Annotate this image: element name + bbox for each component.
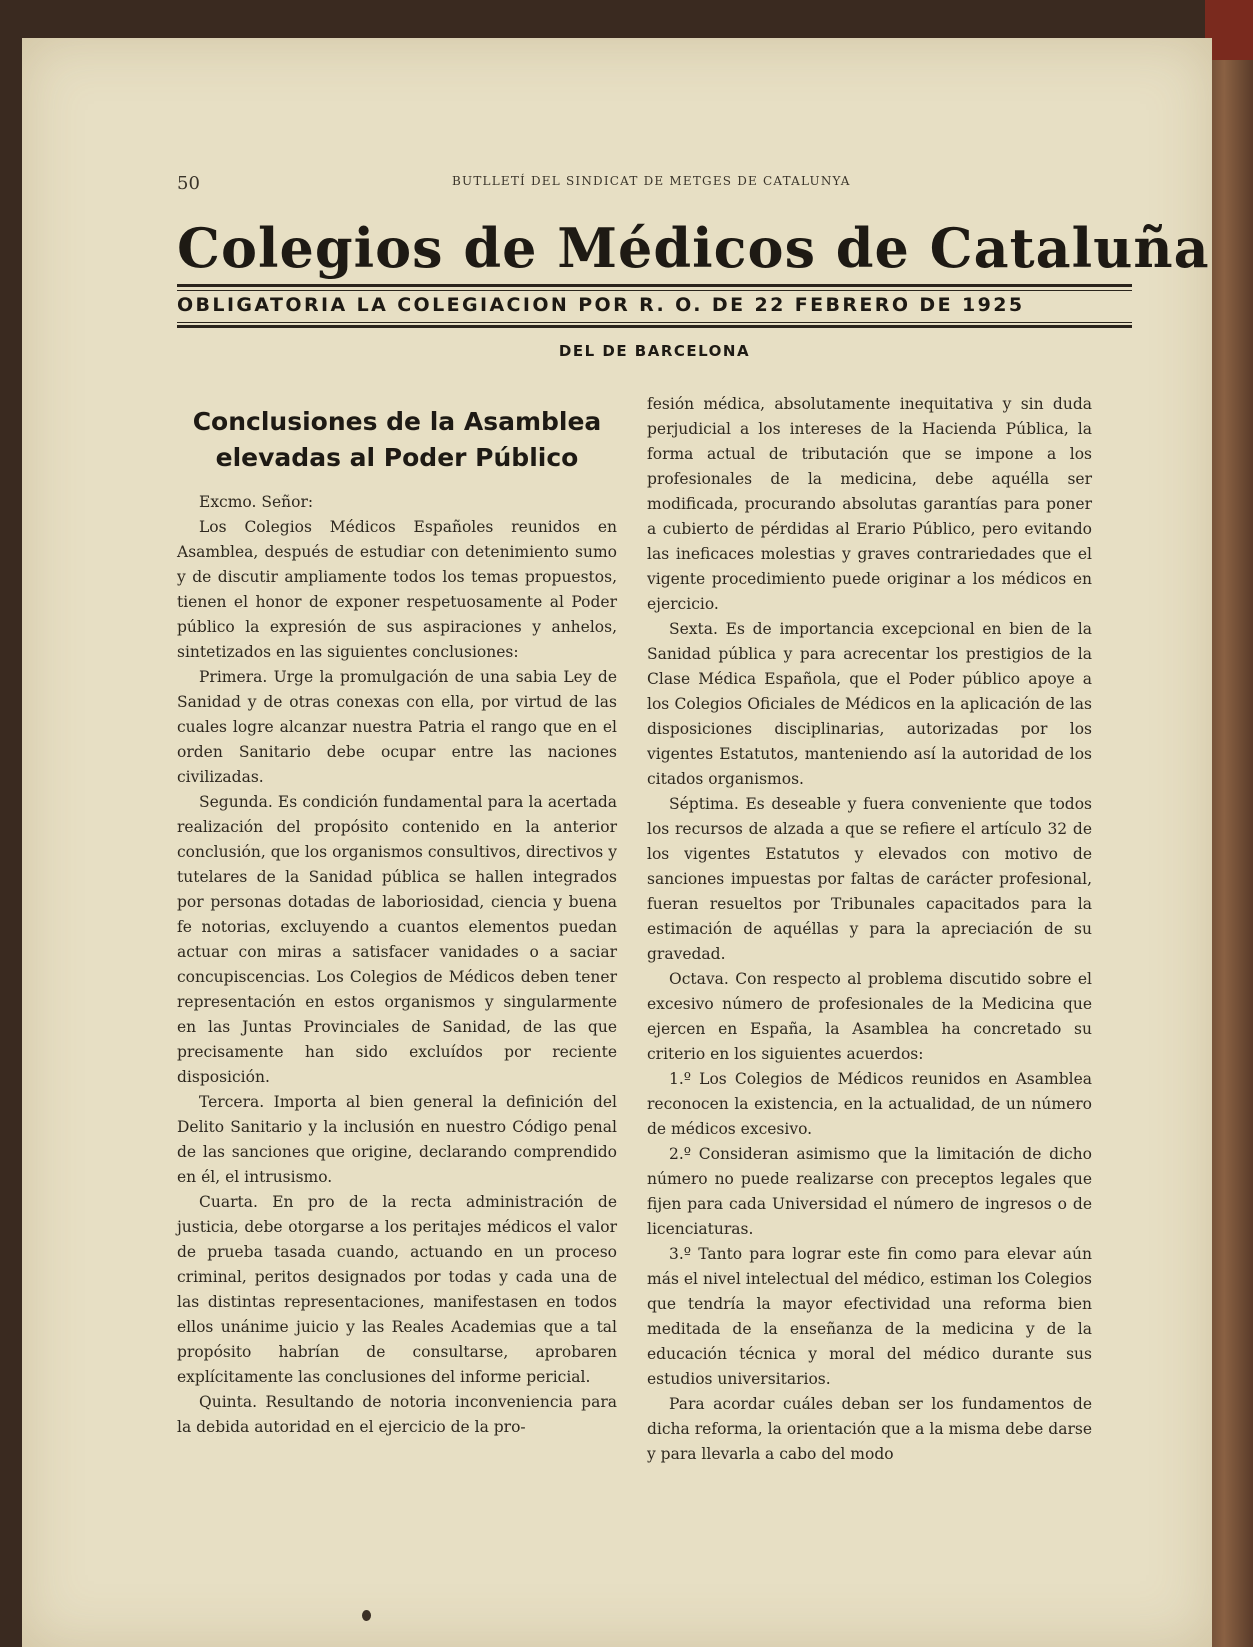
paragraph: Séptima. Es deseable y fuera conveniente que todos los recursos de alzada a que se refiere el artículo 32 de los vigentes Estatutos y elevados con motivo de sanciones impuestas por faltas de carácter profesional, fueran resueltos por Tribunales capacitados para la estimación de aquéllas y para la apreciación de su gravedad.: [647, 795, 1092, 963]
paragraph: Primera. Urge la promulgación de una sabia Ley de Sanidad y de otras conexas con ella, por virtud de las cuales logre alcanzar nuestra Patria el rango que en el orden Sanitario debe ocupar entre las naciones civilizadas.: [177, 668, 617, 786]
ink-spot: [362, 1610, 371, 1621]
paragraph: Cuarta. En pro de la recta administración de justicia, debe otorgarse a los peritajes médicos el valor de prueba tasada cuando, actuando en un proceso criminal, peritos designados por todas y cada una de las distintas representaciones, manifestasen en todos ellos unánime juicio y las Reales Academias que a tal propósito habrían de consultarse, aprobaren explícitamente las conclusiones del informe pericial.: [177, 1193, 617, 1386]
rule-bottom-thick: [177, 325, 1132, 328]
masthead-subtitle: OBLIGATORIA LA COLEGIACION POR R. O. DE 22 FEBRERO DE 1925: [177, 294, 1025, 316]
rule-top-thin: [177, 290, 1132, 291]
paragraph: Para acordar cuáles deban ser los fundamentos de dicha reforma, la orientación que a la misma debe darse y para llevarla a cabo del modo: [647, 1395, 1092, 1463]
paragraph: Sexta. Es de importancia excepcional en bien de la Sanidad pública y para acrecentar los prestigios de la Clase Médica Española, que el Poder público apoye a los Colegios Oficiales de Médicos en la aplicación de las disposiciones disciplinarias, autorizadas por los vigentes Estatutos, manteniendo así la autoridad de los citados organismos.: [647, 620, 1092, 788]
paragraph: 3.º Tanto para lograr este fin como para elevar aún más el nivel intelectual del médico, estiman los Colegios que tendría la mayor efectividad una reforma bien meditada de la enseñanza de la medicina y de la educación técnica y moral del médico durante sus estudios universitarios.: [647, 1245, 1092, 1388]
rule-bottom-thin: [177, 322, 1132, 323]
paragraph: 1.º Los Colegios de Médicos reunidos en Asamblea reconocen la existencia, en la actualidad, de un número de médicos excesivo.: [647, 1070, 1092, 1138]
paragraph: Octava. Con respecto al problema discutido sobre el excesivo número de profesionales de la Medicina que ejercen en España, la Asamblea ha concretado su criterio en los siguientes acuerdos:: [647, 970, 1092, 1063]
paragraph: Quinta. Resultando de notoria inconveniencia para la debida autoridad en el ejercicio de la pro-: [177, 1393, 617, 1436]
column-right: [647, 392, 1092, 1467]
paragraph: Excmo. Señor:: [199, 493, 314, 511]
book-spine-band: [1205, 0, 1253, 60]
paragraph: Segunda. Es condición fundamental para la acertada realización del propósito contenido en la anterior conclusión, que los organismos consultivos, directivos y tutelares de la Sanidad pública se hallen integrados por personas dotadas de laboriosidad, ciencia y buena fe notorias, excluyendo a cuantos elementos puedan actuar con miras a satisfacer vanidades o a saciar concupiscencias. Los Colegios de Médicos deben tener representación en estos organismos y singularmente en las Juntas Provinciales de Sanidad, de las que precisamente han sido excluídos por reciente disposición.: [177, 793, 617, 1086]
section-heading: DEL DE BARCELONA: [558, 342, 751, 360]
paragraph: fesión médica, absolutamente inequitativa y sin duda perjudicial a los intereses de la Hacienda Pública, la forma actual de tributación que se impone a los profesionales de la medicina, debe aquélla ser modificada, procurando absolutas garantías para poner a cubierto de pérdidas al Erario Público, pero evitando las ineficaces molestias y graves contrariedades que el vigente procedimiento puede originar a los médicos en ejercicio.: [647, 395, 1092, 613]
paragraph: Tercera. Importa al bien general la definición del Delito Sanitario y la inclusión en nuestro Código penal de las sanciones que origine, declarando comprendido en él, el intrusismo.: [177, 1093, 617, 1186]
page-number: 50: [177, 173, 200, 194]
running-head: BUTLLETÍ DEL SINDICAT DE METGES DE CATALUNYA: [452, 174, 851, 188]
paragraph: 2.º Consideran asimismo que la limitación de dicho número no puede realizarse con preceptos legales que fijen para cada Universidad el número de ingresos o de licenciaturas.: [647, 1145, 1092, 1238]
article-title: Conclusiones de la Asamblea elevadas al Poder Público: [192, 407, 602, 472]
paragraph: Los Colegios Médicos Españoles reunidos en Asamblea, después de estudiar con detenimiento sumo y de discutir ampliamente todos los temas propuestos, tienen el honor de exponer respetuosamente al Poder público la expresión de sus aspiraciones y anhelos, sintetizados en las siguientes conclusiones:: [177, 518, 617, 661]
document-page: [22, 38, 1212, 1647]
rule-top-thick: [177, 284, 1132, 287]
column-left: [177, 388, 617, 1440]
book-spine: [1205, 0, 1253, 1647]
masthead-title: Colegios de Médicos de Cataluña: [177, 216, 1210, 280]
